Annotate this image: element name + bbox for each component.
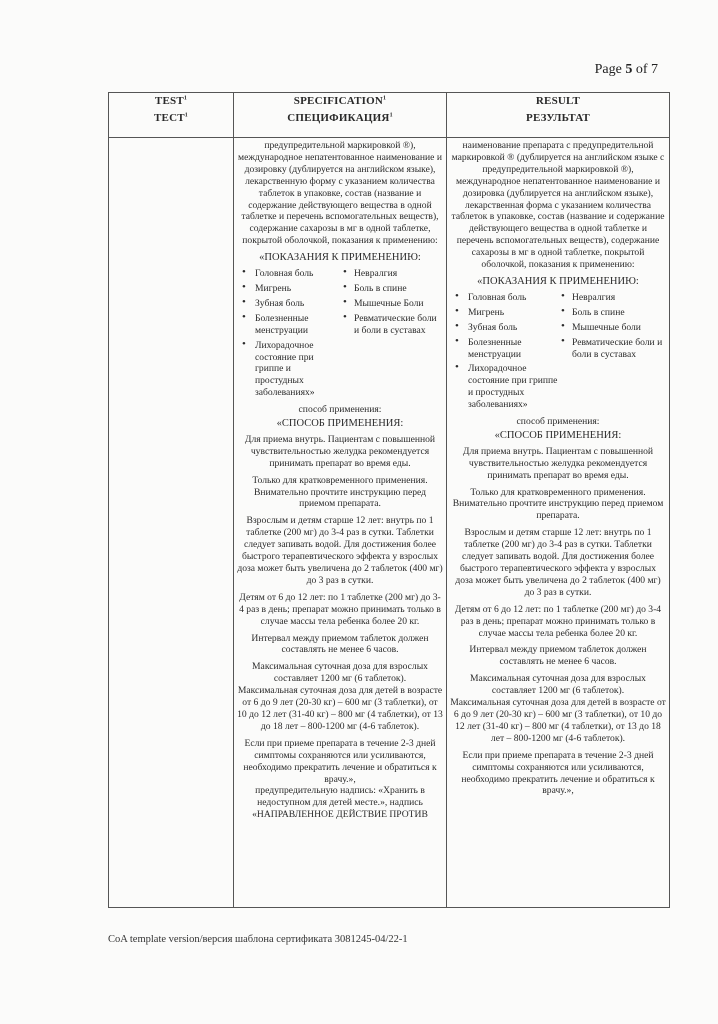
result-method-title: «СПОСОБ ПРИМЕНЕНИЯ: [494, 429, 622, 441]
list-item: • Зубная боль [241, 298, 340, 310]
list-item: • Лихорадочное состояние при гриппе и простудных заболеваниях» [241, 340, 340, 400]
spec-symptoms: Если при приеме препарата в течение 2-3 дней симптомы сохраняются или усиливаются, необходимо прекратить лечение и обратиться к врачу.», [243, 737, 437, 785]
spec-intro: предупредительной маркировкой ®), международное непатентованное наименование и дозировку (дублируется на английском языке), лекарственную форму с указанием количества таблеток в упаковке, состав (название и содержание действующего вещества в одной таблетке и перечень вспомогательных веществ), содержание сахарозы в мг в одной таблетке, покрытой оболочкой, показания к применению: [238, 140, 442, 247]
result-max-adult: Максимальная суточная доза для взрослых составляет 1200 мг (6 таблеток). [470, 673, 646, 697]
page-current: 5 [625, 62, 633, 77]
test-header [109, 93, 234, 138]
spec-short-term: Только для кратковременного применения. Внимательно прочтите инструкцию перед приемом препарата. [252, 474, 428, 510]
spec-warning: предупредительную надпись: «Хранить в недоступном для детей месте.», надпись [255, 785, 425, 809]
test-header-en: TEST [154, 95, 184, 107]
spec-children: Детям от 6 до 12 лет: по 1 таблетке (200 мг) до 3-4 раз в день; препарат можно принимать только в случае массы тела ребенка более 20 кг. [239, 591, 441, 627]
page-label: Page [594, 62, 622, 77]
list-item: • Мигрень [241, 283, 340, 295]
result-interval: Интервал между приемом таблеток должен составлять не менее 6 часов. [469, 644, 647, 668]
result-symptoms: Если при приеме препарата в течение 2-3 дней симптомы сохраняются или усиливаются, необходимо прекратить лечение и обратиться к врачу.», [461, 749, 655, 797]
result-indications-list [454, 292, 666, 411]
spec-footnote-ru: 1 [389, 112, 393, 119]
result-short-term: Только для кратковременного применения. Внимательно прочтите инструкцию перед приемом препарата. [452, 486, 664, 522]
list-item: • Лихорадочное состояние при гриппе и простудных заболеваниях» [454, 363, 558, 411]
spec-header-ru: СПЕЦИФИКАЦИЯ [287, 112, 390, 125]
template-version-footer: CoA template version/версия шаблона сертификата 3081245-04/22-1 [108, 934, 408, 945]
test-footnote-ru: 1 [184, 112, 188, 119]
result-header-ru: РЕЗУЛЬТАТ [526, 112, 590, 125]
result-oral: Для приема внутрь. Пациентам с повышенной чувствительностью желудка рекомендуется принимать препарат во время еды. [462, 445, 654, 481]
result-header-en: RESULT [535, 95, 581, 107]
specification-cell [234, 138, 447, 908]
list-item: • Невралгия [562, 292, 666, 304]
test-footnote: 1 [183, 95, 188, 102]
page-number [595, 62, 658, 78]
test-cell [109, 138, 234, 908]
spec-indications-title: «ПОКАЗАНИЯ К ПРИМЕНЕНИЮ: [259, 252, 421, 264]
result-indications-title: «ПОКАЗАНИЯ К ПРИМЕНЕНИЮ: [477, 275, 639, 287]
result-intro: наименование препарата с предупредительной маркировкой ® (дублируется на английском языке с предупредительной маркировкой ®), международное непатентованное наименование и дозировка (дублируется на английском языке), лекарственная форма с указанием количества таблеток в упаковке, состав (название и содержание действующего вещества в одной таблетке и перечень вспомогательных веществ), содержание сахарозы в мг в одной таблетке, покрытой оболочкой, показания к применению: [451, 140, 665, 271]
list-item: • Зубная боль [454, 322, 558, 334]
spec-interval: Интервал между приемом таблеток должен составлять не менее 6 часов. [251, 632, 429, 656]
list-item: • Ревматические боли и боли в суставах [344, 313, 443, 337]
list-item: • Невралгия [344, 268, 443, 280]
specification-header [234, 93, 447, 138]
list-item: • Боль в спине [344, 283, 443, 295]
spec-direction: «НАПРАВЛЕННОЕ ДЕЙСТВИЕ ПРОТИВ [252, 809, 428, 821]
list-item: • Боль в спине [562, 307, 666, 319]
table-body-row [109, 138, 670, 908]
spec-max-child: Максимальная суточная доза для детей в возрасте от 6 до 9 лет (20-30 кг) – 600 мг (3 таблетки), от 10 до 12 лет (31-40 кг) – 800 мг (4 таблетки), от 13 до 18 лет – 800-1200 мг (4-6 таблеток). [237, 685, 443, 732]
list-item: • Ревматические боли и боли в суставах [562, 337, 666, 361]
result-children: Детям от 6 до 12 лет: по 1 таблетке (200 мг) до 3-4 раз в день; препарат можно принимать только в случае массы тела ребенка более 20 кг. [454, 603, 662, 639]
test-header-ru: ТЕСТ [154, 112, 185, 125]
result-method-label: способ применения: [516, 416, 600, 428]
page-total: of 7 [635, 62, 658, 77]
certificate-table [108, 92, 670, 908]
spec-footnote: 1 [382, 95, 387, 102]
spec-adults: Взрослым и детям старше 12 лет: внутрь по 1 таблетке (200 мг) до 3-4 раз в сутки. Таблетки следует запивать водой. Для достижения более быстрого терапевтического эффекта у взрослых доза может быть увеличена до 2 таблеток (400 мг) до 3 раз в сутки. [237, 515, 443, 586]
result-adults: Взрослым и детям старше 12 лет: внутрь по 1 таблетке (200 мг) до 3-4 раз в сутки. Таблетки следует запивать водой. Для достижения более быстрого терапевтического эффекта у взрослых доза может быть увеличена до 2 таблеток (400 мг) до 3 раз в сутки. [455, 527, 661, 598]
spec-method-label: способ применения: [298, 404, 382, 416]
table-header-row [109, 93, 670, 138]
spec-oral: Для приема внутрь. Пациентам с повышенной чувствительностью желудка рекомендуется принимать препарат во время еды. [244, 433, 436, 469]
spec-method-title: «СПОСОБ ПРИМЕНЕНИЯ: [276, 418, 404, 430]
list-item: • Мышечные боли [562, 322, 666, 334]
list-item: • Головная боль [454, 292, 558, 304]
result-max-child: Максимальная суточная доза для детей в возрасте от 6 до 9 лет (20-30 кг) – 600 мг (3 таблетки), от 10 до 12 лет (31-40 кг) – 800 мг (4 таблетки), от 13 до 18 лет – 800-1200 мг (4-6 таблеток). [450, 697, 666, 744]
list-item: • Мышечные Боли [344, 298, 443, 310]
spec-max-adult: Максимальная суточная доза для взрослых составляет 1200 мг (6 таблеток). [252, 661, 428, 685]
list-item: • Болезненные менструации [241, 313, 340, 337]
list-item: • Мигрень [454, 307, 558, 319]
list-item: • Головная боль [241, 268, 340, 280]
list-item: • Болезненные менструации [454, 337, 558, 361]
spec-indications-list [241, 268, 443, 399]
spec-header-en: SPECIFICATION [293, 95, 383, 107]
result-cell [447, 138, 670, 908]
result-header [447, 93, 670, 138]
